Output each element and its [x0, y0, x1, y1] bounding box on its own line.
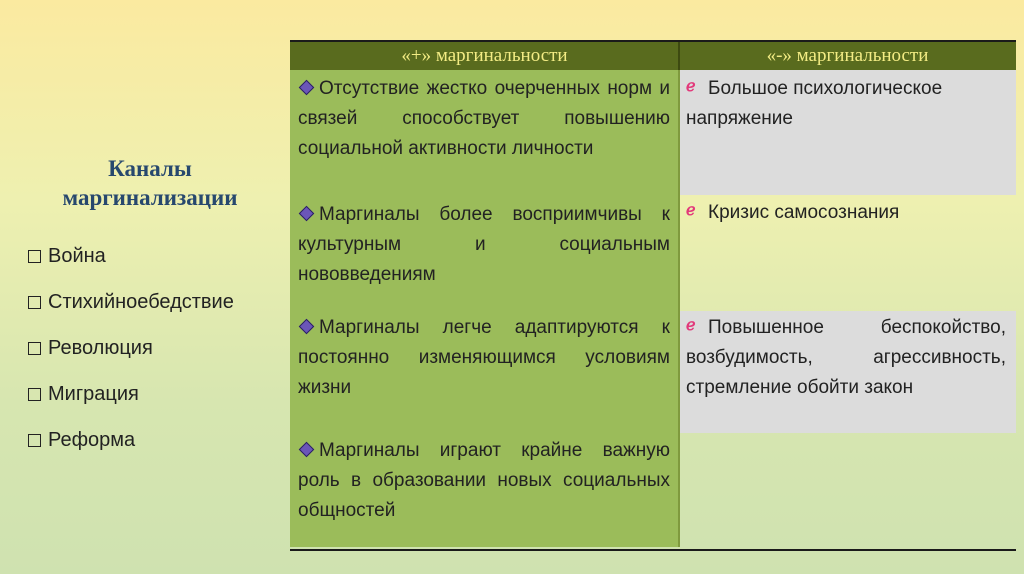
- channels-title-line2: маргинализации: [62, 185, 238, 210]
- minus-item: ℯ Большое психологическое напряжение: [686, 74, 1006, 134]
- swirl-bullet-icon: ℯ: [686, 78, 696, 95]
- minus-column: [680, 70, 1016, 547]
- minus-item: ℯ Кризис самосознания: [686, 198, 1006, 228]
- plus-item: Маргиналы играют крайне важную роль в образовании новых социальных общностей: [298, 440, 670, 521]
- list-item: Война: [28, 233, 234, 279]
- diamond-bullet-icon: [299, 80, 315, 96]
- list-item: Миграция: [28, 371, 234, 417]
- list-item: Революция: [28, 325, 234, 371]
- plus-item: Маргиналы легче адаптируются к постоянно изменяющимся условиям жизни: [298, 317, 670, 398]
- table-header: [290, 42, 1016, 70]
- diamond-bullet-icon: [299, 319, 315, 335]
- swirl-bullet-icon: ℯ: [686, 317, 696, 334]
- diamond-bullet-icon: [299, 206, 315, 222]
- checkbox-bullet-icon: [28, 342, 41, 355]
- plus-item: Маргиналы более восприимчивы к культурным и социальным нововведениям: [298, 204, 670, 285]
- channels-title: [0, 154, 300, 212]
- header-minus: «-» маргинальности: [766, 45, 929, 66]
- left-panel: [0, 0, 290, 574]
- channels-list: [28, 233, 234, 463]
- checkbox-bullet-icon: [28, 434, 41, 447]
- checkbox-bullet-icon: [28, 250, 41, 263]
- header-plus: «+» маргинальности: [401, 45, 568, 66]
- plus-item: Отсутствие жестко очерченных норм и связей способствует повышению социальной активности личности: [298, 78, 670, 159]
- swirl-bullet-icon: ℯ: [686, 202, 696, 219]
- minus-item: ℯ Повышенное беспокойство, возбудимость, агрессивность, стремление обойти закон: [686, 313, 1006, 403]
- list-item: Стихийноебедствие: [28, 279, 234, 325]
- checkbox-bullet-icon: [28, 296, 41, 309]
- list-item: Реформа: [28, 417, 234, 463]
- marginality-table: [290, 40, 1016, 551]
- channels-title-line1: Каналы: [108, 156, 192, 181]
- diamond-bullet-icon: [299, 442, 315, 458]
- checkbox-bullet-icon: [28, 388, 41, 401]
